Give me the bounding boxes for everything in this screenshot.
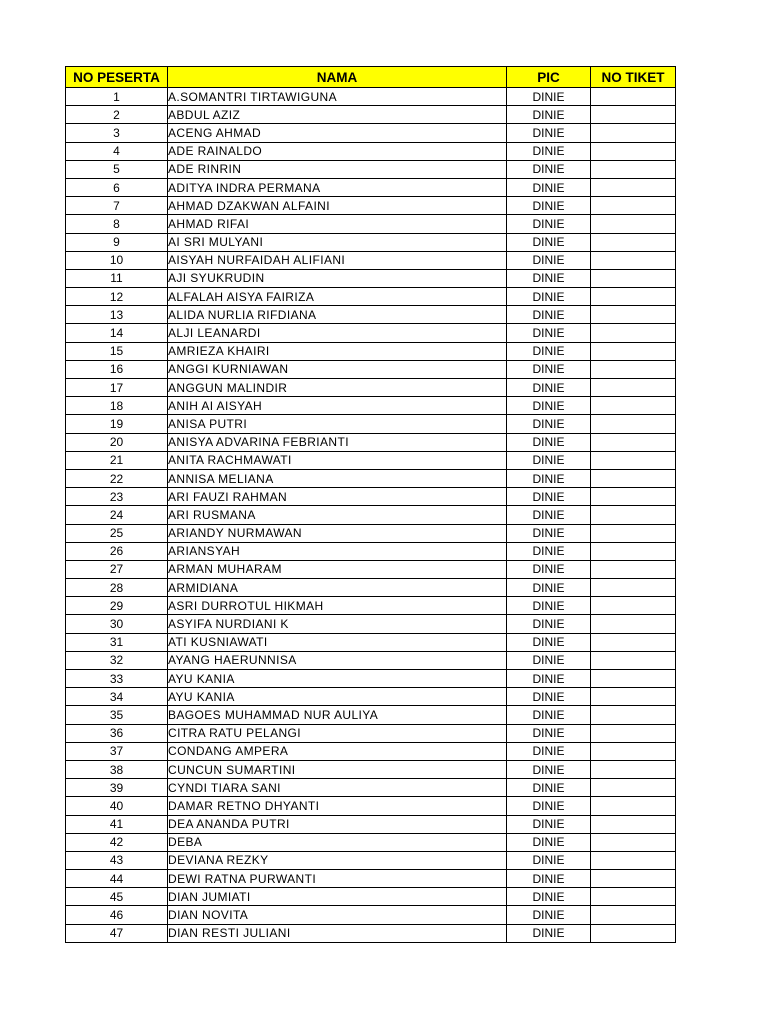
cell-pic[interactable]: DINIE bbox=[507, 178, 591, 196]
cell-no-tiket[interactable] bbox=[591, 506, 676, 524]
cell-pic[interactable]: DINIE bbox=[507, 724, 591, 742]
cell-no-tiket[interactable] bbox=[591, 197, 676, 215]
cell-nama[interactable]: DEVIANA REZKY bbox=[168, 851, 507, 869]
cell-pic[interactable]: DINIE bbox=[507, 851, 591, 869]
cell-no-tiket[interactable] bbox=[591, 379, 676, 397]
cell-no-peserta[interactable]: 23 bbox=[66, 488, 168, 506]
cell-no-tiket[interactable] bbox=[591, 324, 676, 342]
header-no-peserta[interactable]: NO PESERTA bbox=[66, 67, 168, 88]
cell-no-tiket[interactable] bbox=[591, 688, 676, 706]
cell-nama[interactable]: CUNCUN SUMARTINI bbox=[168, 760, 507, 778]
cell-no-tiket[interactable] bbox=[591, 579, 676, 597]
cell-nama[interactable]: AYANG HAERUNNISA bbox=[168, 651, 507, 669]
cell-nama[interactable]: ANNISA MELIANA bbox=[168, 469, 507, 487]
table-row bbox=[66, 160, 676, 178]
cell-no-peserta[interactable]: 35 bbox=[66, 706, 168, 724]
cell-nama[interactable]: AISYAH NURFAIDAH ALIFIANI bbox=[168, 251, 507, 269]
table-row bbox=[66, 833, 676, 851]
cell-nama[interactable]: DEBA bbox=[168, 833, 507, 851]
cell-pic[interactable]: DINIE bbox=[507, 670, 591, 688]
cell-nama[interactable]: ALJI LEANARDI bbox=[168, 324, 507, 342]
cell-no-peserta[interactable]: 26 bbox=[66, 542, 168, 560]
cell-pic[interactable]: DINIE bbox=[507, 906, 591, 924]
cell-no-peserta[interactable]: 32 bbox=[66, 651, 168, 669]
cell-no-tiket[interactable] bbox=[591, 924, 676, 942]
cell-pic[interactable]: DINIE bbox=[507, 342, 591, 360]
cell-no-peserta[interactable]: 9 bbox=[66, 233, 168, 251]
table-row bbox=[66, 269, 676, 287]
cell-no-tiket[interactable] bbox=[591, 524, 676, 542]
table-row bbox=[66, 433, 676, 451]
cell-nama[interactable]: ANITA RACHMAWATI bbox=[168, 451, 507, 469]
cell-no-peserta[interactable]: 37 bbox=[66, 742, 168, 760]
cell-nama[interactable]: AYU KANIA bbox=[168, 688, 507, 706]
table-row bbox=[66, 415, 676, 433]
cell-pic[interactable]: DINIE bbox=[507, 488, 591, 506]
table-row bbox=[66, 651, 676, 669]
cell-no-tiket[interactable] bbox=[591, 215, 676, 233]
participant-table bbox=[65, 66, 676, 943]
cell-pic[interactable]: DINIE bbox=[507, 269, 591, 287]
cell-no-tiket[interactable] bbox=[591, 560, 676, 578]
cell-nama[interactable]: DIAN JUMIATI bbox=[168, 888, 507, 906]
cell-pic[interactable]: DINIE bbox=[507, 542, 591, 560]
cell-no-peserta[interactable]: 20 bbox=[66, 433, 168, 451]
cell-no-peserta[interactable]: 47 bbox=[66, 924, 168, 942]
cell-no-tiket[interactable] bbox=[591, 742, 676, 760]
table-row bbox=[66, 724, 676, 742]
cell-nama[interactable]: DIAN RESTI JULIANI bbox=[168, 924, 507, 942]
cell-no-peserta[interactable]: 43 bbox=[66, 851, 168, 869]
cell-pic[interactable]: DINIE bbox=[507, 524, 591, 542]
cell-no-tiket[interactable] bbox=[591, 106, 676, 124]
cell-pic[interactable]: DINIE bbox=[507, 870, 591, 888]
cell-no-tiket[interactable] bbox=[591, 233, 676, 251]
cell-pic[interactable]: DINIE bbox=[507, 815, 591, 833]
cell-nama[interactable]: ATI KUSNIAWATI bbox=[168, 633, 507, 651]
table-row bbox=[66, 597, 676, 615]
cell-pic[interactable]: DINIE bbox=[507, 415, 591, 433]
cell-nama[interactable]: DEA ANANDA PUTRI bbox=[168, 815, 507, 833]
cell-no-peserta[interactable]: 4 bbox=[66, 142, 168, 160]
cell-nama[interactable]: ADE RINRIN bbox=[168, 160, 507, 178]
table-row bbox=[66, 469, 676, 487]
cell-pic[interactable]: DINIE bbox=[507, 688, 591, 706]
cell-pic[interactable]: DINIE bbox=[507, 379, 591, 397]
cell-no-peserta[interactable]: 31 bbox=[66, 633, 168, 651]
cell-no-tiket[interactable] bbox=[591, 851, 676, 869]
table-row bbox=[66, 324, 676, 342]
table-row bbox=[66, 579, 676, 597]
cell-no-peserta[interactable]: 25 bbox=[66, 524, 168, 542]
cell-no-peserta[interactable]: 41 bbox=[66, 815, 168, 833]
cell-no-peserta[interactable]: 1 bbox=[66, 88, 168, 106]
cell-nama[interactable]: ANISYA ADVARINA FEBRIANTI bbox=[168, 433, 507, 451]
cell-no-peserta[interactable]: 3 bbox=[66, 124, 168, 142]
table-body bbox=[66, 88, 676, 943]
cell-no-peserta[interactable]: 5 bbox=[66, 160, 168, 178]
cell-pic[interactable]: DINIE bbox=[507, 306, 591, 324]
cell-no-peserta[interactable]: 29 bbox=[66, 597, 168, 615]
cell-pic[interactable]: DINIE bbox=[507, 506, 591, 524]
cell-pic[interactable]: DINIE bbox=[507, 324, 591, 342]
cell-no-tiket[interactable] bbox=[591, 397, 676, 415]
table-row bbox=[66, 360, 676, 378]
cell-pic[interactable]: DINIE bbox=[507, 360, 591, 378]
table-row bbox=[66, 888, 676, 906]
table-row bbox=[66, 342, 676, 360]
cell-nama[interactable]: CONDANG AMPERA bbox=[168, 742, 507, 760]
table-row bbox=[66, 488, 676, 506]
header-row bbox=[66, 67, 676, 88]
cell-nama[interactable]: ARI RUSMANA bbox=[168, 506, 507, 524]
cell-no-peserta[interactable]: 28 bbox=[66, 579, 168, 597]
cell-no-peserta[interactable]: 2 bbox=[66, 106, 168, 124]
cell-pic[interactable]: DINIE bbox=[507, 706, 591, 724]
cell-no-tiket[interactable] bbox=[591, 469, 676, 487]
cell-no-peserta[interactable]: 24 bbox=[66, 506, 168, 524]
cell-no-peserta[interactable]: 19 bbox=[66, 415, 168, 433]
cell-no-peserta[interactable]: 33 bbox=[66, 670, 168, 688]
cell-no-tiket[interactable] bbox=[591, 888, 676, 906]
cell-pic[interactable]: DINIE bbox=[507, 760, 591, 778]
cell-pic[interactable]: DINIE bbox=[507, 142, 591, 160]
cell-no-peserta[interactable]: 11 bbox=[66, 269, 168, 287]
cell-no-tiket[interactable] bbox=[591, 724, 676, 742]
cell-no-tiket[interactable] bbox=[591, 269, 676, 287]
cell-nama[interactable]: A.SOMANTRI TIRTAWIGUNA bbox=[168, 88, 507, 106]
cell-pic[interactable]: DINIE bbox=[507, 797, 591, 815]
cell-nama[interactable]: AMRIEZA KHAIRI bbox=[168, 342, 507, 360]
cell-pic[interactable]: DINIE bbox=[507, 451, 591, 469]
cell-pic[interactable]: DINIE bbox=[507, 160, 591, 178]
cell-pic[interactable]: DINIE bbox=[507, 833, 591, 851]
cell-nama[interactable]: ANGGUN MALINDIR bbox=[168, 379, 507, 397]
cell-nama[interactable]: ANIH AI AISYAH bbox=[168, 397, 507, 415]
cell-nama[interactable]: AJI SYUKRUDIN bbox=[168, 269, 507, 287]
cell-pic[interactable]: DINIE bbox=[507, 579, 591, 597]
cell-nama[interactable]: DIAN NOVITA bbox=[168, 906, 507, 924]
cell-no-tiket[interactable] bbox=[591, 542, 676, 560]
table-row bbox=[66, 542, 676, 560]
cell-no-tiket[interactable] bbox=[591, 124, 676, 142]
table-row bbox=[66, 142, 676, 160]
cell-no-peserta[interactable]: 16 bbox=[66, 360, 168, 378]
cell-nama[interactable]: AYU KANIA bbox=[168, 670, 507, 688]
cell-no-peserta[interactable]: 30 bbox=[66, 615, 168, 633]
cell-no-tiket[interactable] bbox=[591, 906, 676, 924]
table-row bbox=[66, 906, 676, 924]
cell-no-tiket[interactable] bbox=[591, 760, 676, 778]
header-nama[interactable]: NAMA bbox=[168, 67, 507, 88]
table-row bbox=[66, 178, 676, 196]
cell-pic[interactable]: DINIE bbox=[507, 651, 591, 669]
cell-nama[interactable]: DAMAR RETNO DHYANTI bbox=[168, 797, 507, 815]
cell-nama[interactable]: ARMAN MUHARAM bbox=[168, 560, 507, 578]
table-row bbox=[66, 815, 676, 833]
cell-no-peserta[interactable]: 34 bbox=[66, 688, 168, 706]
cell-no-tiket[interactable] bbox=[591, 615, 676, 633]
table-row bbox=[66, 306, 676, 324]
cell-pic[interactable]: DINIE bbox=[507, 197, 591, 215]
cell-no-peserta[interactable]: 40 bbox=[66, 797, 168, 815]
cell-no-peserta[interactable]: 13 bbox=[66, 306, 168, 324]
cell-pic[interactable]: DINIE bbox=[507, 742, 591, 760]
cell-no-tiket[interactable] bbox=[591, 178, 676, 196]
cell-pic[interactable]: DINIE bbox=[507, 469, 591, 487]
cell-no-peserta[interactable]: 38 bbox=[66, 760, 168, 778]
cell-nama[interactable]: ARMIDIANA bbox=[168, 579, 507, 597]
cell-no-tiket[interactable] bbox=[591, 870, 676, 888]
table-row bbox=[66, 851, 676, 869]
cell-no-peserta[interactable]: 6 bbox=[66, 178, 168, 196]
table-row bbox=[66, 451, 676, 469]
cell-no-peserta[interactable]: 42 bbox=[66, 833, 168, 851]
cell-nama[interactable]: ALFALAH AISYA FAIRIZA bbox=[168, 288, 507, 306]
cell-no-tiket[interactable] bbox=[591, 288, 676, 306]
cell-pic[interactable]: DINIE bbox=[507, 633, 591, 651]
cell-pic[interactable]: DINIE bbox=[507, 433, 591, 451]
table-row bbox=[66, 797, 676, 815]
cell-nama[interactable]: ARIANDY NURMAWAN bbox=[168, 524, 507, 542]
cell-pic[interactable]: DINIE bbox=[507, 597, 591, 615]
cell-no-peserta[interactable]: 39 bbox=[66, 779, 168, 797]
table-row bbox=[66, 106, 676, 124]
cell-no-tiket[interactable] bbox=[591, 488, 676, 506]
table-row bbox=[66, 706, 676, 724]
cell-nama[interactable]: ALIDA NURLIA RIFDIANA bbox=[168, 306, 507, 324]
cell-nama[interactable]: AI SRI MULYANI bbox=[168, 233, 507, 251]
cell-nama[interactable]: ANGGI KURNIAWAN bbox=[168, 360, 507, 378]
cell-no-tiket[interactable] bbox=[591, 706, 676, 724]
table-row bbox=[66, 506, 676, 524]
cell-pic[interactable]: DINIE bbox=[507, 215, 591, 233]
table-row bbox=[66, 124, 676, 142]
cell-no-tiket[interactable] bbox=[591, 779, 676, 797]
cell-nama[interactable]: CITRA RATU PELANGI bbox=[168, 724, 507, 742]
table-row bbox=[66, 233, 676, 251]
cell-no-peserta[interactable]: 45 bbox=[66, 888, 168, 906]
table-row bbox=[66, 670, 676, 688]
cell-no-peserta[interactable]: 18 bbox=[66, 397, 168, 415]
table-row bbox=[66, 88, 676, 106]
cell-pic[interactable]: DINIE bbox=[507, 88, 591, 106]
cell-nama[interactable]: ABDUL AZIZ bbox=[168, 106, 507, 124]
cell-nama[interactable]: ASYIFA NURDIANI K bbox=[168, 615, 507, 633]
cell-nama[interactable]: DEWI RATNA PURWANTI bbox=[168, 870, 507, 888]
cell-no-peserta[interactable]: 36 bbox=[66, 724, 168, 742]
cell-no-tiket[interactable] bbox=[591, 88, 676, 106]
cell-nama[interactable]: ADE RAINALDO bbox=[168, 142, 507, 160]
table-row bbox=[66, 870, 676, 888]
cell-nama[interactable]: AHMAD DZAKWAN ALFAINI bbox=[168, 197, 507, 215]
cell-no-tiket[interactable] bbox=[591, 633, 676, 651]
table-row bbox=[66, 615, 676, 633]
cell-no-tiket[interactable] bbox=[591, 670, 676, 688]
cell-no-peserta[interactable]: 44 bbox=[66, 870, 168, 888]
cell-nama[interactable]: ARI FAUZI RAHMAN bbox=[168, 488, 507, 506]
table-row bbox=[66, 379, 676, 397]
table-row bbox=[66, 688, 676, 706]
cell-nama[interactable]: AHMAD RIFAI bbox=[168, 215, 507, 233]
cell-nama[interactable]: ADITYA INDRA PERMANA bbox=[168, 178, 507, 196]
cell-no-tiket[interactable] bbox=[591, 160, 676, 178]
cell-nama[interactable]: ANISA PUTRI bbox=[168, 415, 507, 433]
cell-no-peserta[interactable]: 46 bbox=[66, 906, 168, 924]
cell-no-peserta[interactable]: 17 bbox=[66, 379, 168, 397]
table-row bbox=[66, 560, 676, 578]
cell-no-peserta[interactable]: 8 bbox=[66, 215, 168, 233]
cell-no-tiket[interactable] bbox=[591, 306, 676, 324]
cell-nama[interactable]: CYNDI TIARA SANI bbox=[168, 779, 507, 797]
table-row bbox=[66, 742, 676, 760]
cell-no-tiket[interactable] bbox=[591, 433, 676, 451]
cell-no-peserta[interactable]: 21 bbox=[66, 451, 168, 469]
cell-no-tiket[interactable] bbox=[591, 415, 676, 433]
cell-pic[interactable]: DINIE bbox=[507, 106, 591, 124]
cell-nama[interactable]: ARIANSYAH bbox=[168, 542, 507, 560]
cell-no-tiket[interactable] bbox=[591, 797, 676, 815]
cell-nama[interactable]: ASRI DURROTUL HIKMAH bbox=[168, 597, 507, 615]
cell-no-tiket[interactable] bbox=[591, 597, 676, 615]
cell-no-peserta[interactable]: 10 bbox=[66, 251, 168, 269]
table-row bbox=[66, 924, 676, 942]
table-row bbox=[66, 633, 676, 651]
cell-no-tiket[interactable] bbox=[591, 142, 676, 160]
table-row bbox=[66, 524, 676, 542]
cell-no-peserta[interactable]: 7 bbox=[66, 197, 168, 215]
cell-pic[interactable]: DINIE bbox=[507, 251, 591, 269]
header-pic[interactable]: PIC bbox=[507, 67, 591, 88]
cell-no-tiket[interactable] bbox=[591, 342, 676, 360]
cell-pic[interactable]: DINIE bbox=[507, 924, 591, 942]
cell-no-peserta[interactable]: 14 bbox=[66, 324, 168, 342]
cell-no-tiket[interactable] bbox=[591, 360, 676, 378]
cell-no-peserta[interactable]: 12 bbox=[66, 288, 168, 306]
cell-nama[interactable]: BAGOES MUHAMMAD NUR AULIYA bbox=[168, 706, 507, 724]
cell-pic[interactable]: DINIE bbox=[507, 233, 591, 251]
table-row bbox=[66, 251, 676, 269]
header-no-tiket[interactable]: NO TIKET bbox=[591, 67, 676, 88]
cell-no-peserta[interactable]: 15 bbox=[66, 342, 168, 360]
cell-no-tiket[interactable] bbox=[591, 451, 676, 469]
cell-pic[interactable]: DINIE bbox=[507, 615, 591, 633]
cell-no-tiket[interactable] bbox=[591, 815, 676, 833]
table-row bbox=[66, 288, 676, 306]
table-row bbox=[66, 197, 676, 215]
cell-pic[interactable]: DINIE bbox=[507, 288, 591, 306]
table-row bbox=[66, 215, 676, 233]
cell-nama[interactable]: ACENG AHMAD bbox=[168, 124, 507, 142]
table-row bbox=[66, 779, 676, 797]
cell-no-tiket[interactable] bbox=[591, 833, 676, 851]
cell-no-peserta[interactable]: 27 bbox=[66, 560, 168, 578]
cell-no-peserta[interactable]: 22 bbox=[66, 469, 168, 487]
cell-pic[interactable]: DINIE bbox=[507, 888, 591, 906]
cell-pic[interactable]: DINIE bbox=[507, 560, 591, 578]
table-row bbox=[66, 397, 676, 415]
cell-pic[interactable]: DINIE bbox=[507, 779, 591, 797]
cell-no-tiket[interactable] bbox=[591, 251, 676, 269]
cell-pic[interactable]: DINIE bbox=[507, 397, 591, 415]
cell-no-tiket[interactable] bbox=[591, 651, 676, 669]
table-row bbox=[66, 760, 676, 778]
cell-pic[interactable]: DINIE bbox=[507, 124, 591, 142]
